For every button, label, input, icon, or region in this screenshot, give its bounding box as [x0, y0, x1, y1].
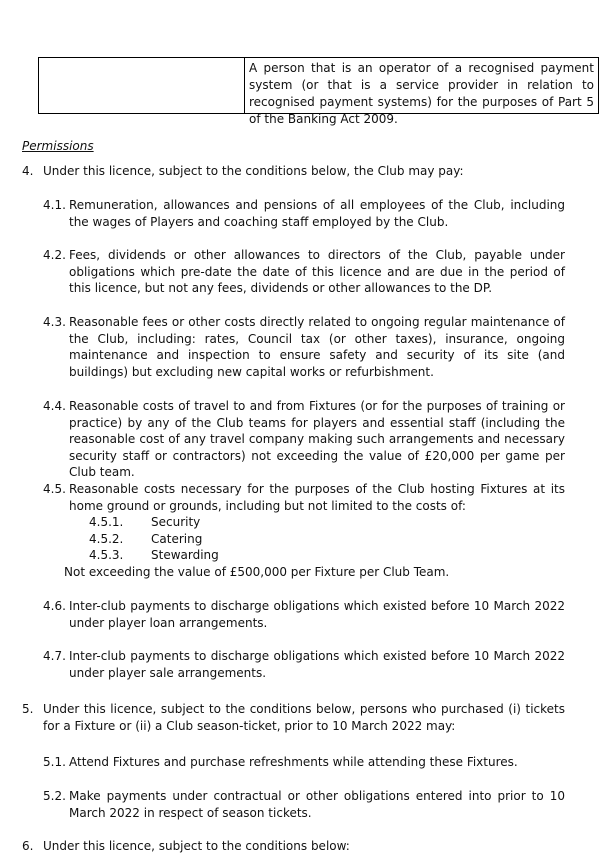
clause-text: Remuneration, allowances and pensions of all employees of the Club, including the wages of Players and coaching staff employed by the Club.	[69, 198, 565, 229]
section-heading: Permissions	[22, 139, 94, 153]
clause-number: 5.2.	[43, 789, 66, 803]
clause-number: 4.5.	[43, 482, 66, 496]
clause-text: Reasonable fees or other costs directly related to ongoing regular maintenance of the Club, including: rates, Council tax (or other taxes), insurance, ongoing maintenance and inspection to ensure safety and security of its site (and buildings) but excluding new capital works or refurbishment.	[69, 315, 565, 379]
clause-text: Fees, dividends or other allowances to directors of the Club, payable under obligations which pre-date the date of this licence and are due in the period of this licence, but not any fees, dividends or other allowances to the DP.	[69, 248, 565, 295]
table-divider	[244, 58, 245, 113]
clause-text: Not exceeding the value of £500,000 per Fixture per Club Team.	[64, 565, 450, 579]
subclause-text: Security	[151, 515, 201, 529]
clause-number: 5.	[22, 702, 34, 716]
clause-number: 4.1.	[43, 198, 66, 212]
clause-text: Reasonable costs necessary for the purposes of the Club hosting Fixtures at its home ground or grounds, including but not limited to the costs of:	[69, 482, 565, 513]
subclause-number: 4.5.2.	[89, 532, 124, 546]
clause-number: 4.3.	[43, 315, 66, 329]
clause-text: Reasonable costs of travel to and from Fixtures (or for the purposes of training or practice) by any of the Club teams for players and essential staff (including the reasonable cost of any travel company making such arrangements and necessary security staff or contractors) not exceeding the value of £20,000 per game per Club team.	[69, 399, 565, 479]
clause-text: Attend Fixtures and purchase refreshments while attending these Fixtures.	[69, 755, 518, 769]
subclause-text: Stewarding	[151, 548, 219, 562]
definitions-table	[38, 57, 599, 126]
clause-text: Inter-club payments to discharge obligations which existed before 10 March 2022 under player loan arrangements.	[69, 599, 565, 630]
clause-number: 6.	[22, 839, 34, 853]
subclause-text: Catering	[151, 532, 203, 546]
clause-text: Inter-club payments to discharge obligations which existed before 10 March 2022 under player sale arrangements.	[69, 649, 565, 680]
clause-text: Make payments under contractual or other obligations entered into prior to 10 March 2022 in respect of season tickets.	[69, 789, 565, 820]
clause-number: 4.2.	[43, 248, 66, 262]
subclause-number: 4.5.1.	[89, 515, 124, 529]
subclause-number: 4.5.3.	[89, 548, 124, 562]
clause-text: Under this licence, subject to the conditions below, the Club may pay:	[43, 164, 464, 178]
clause-number: 5.1.	[43, 755, 66, 769]
clause-number: 4.7.	[43, 649, 66, 663]
clause-text: Under this licence, subject to the conditions below, persons who purchased (i) tickets for a Fixture or (ii) a Club season-ticket, prior to 10 March 2022 may:	[43, 702, 565, 733]
clause-number: 4.4.	[43, 399, 66, 413]
clause-text: Under this licence, subject to the conditions below:	[43, 839, 350, 853]
clause-number: 4.6.	[43, 599, 66, 613]
table-cell-definition: A person that is an operator of a recognised payment system (or that is a service provider in relation to recognised payment systems) for the purposes of Part 5 of the Banking Act 2009.	[249, 61, 594, 126]
clause-number: 4.	[22, 164, 34, 178]
